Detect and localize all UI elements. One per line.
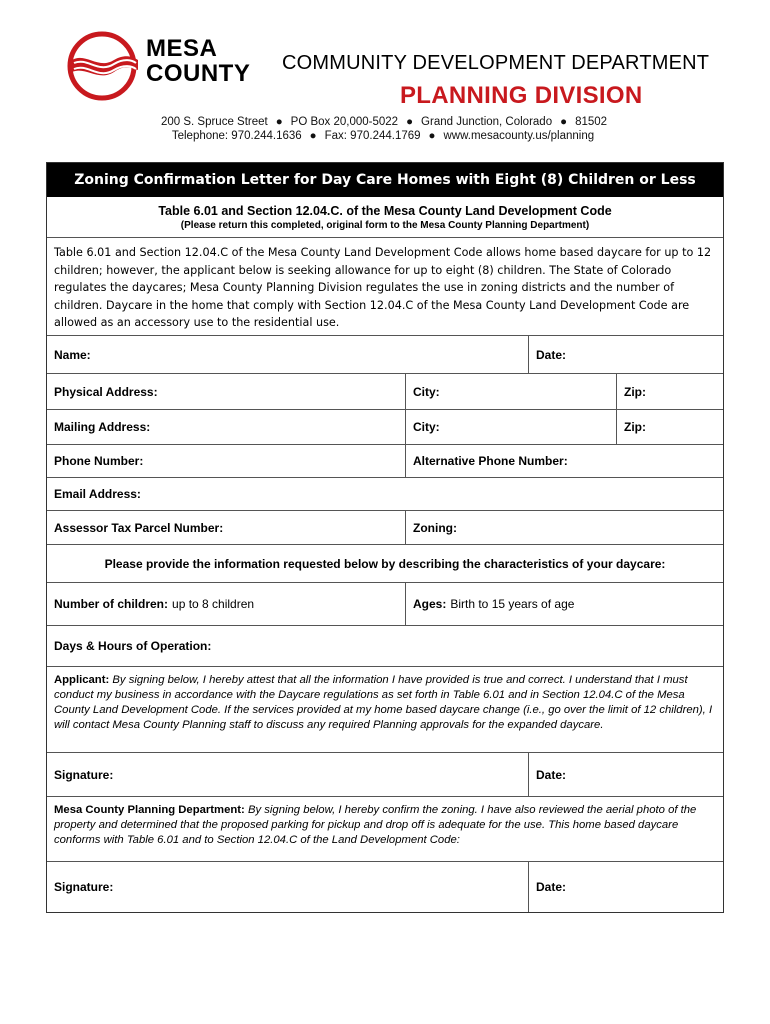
- bullet-icon: ●: [560, 116, 568, 128]
- physical-address-field[interactable]: [47, 374, 405, 409]
- planning-signature-row: [47, 861, 723, 912]
- signature-label: Signature:: [54, 880, 114, 894]
- logo-text: [146, 36, 250, 86]
- planning-text: By signing below, I hereby confirm the zoning. I have also reviewed the aerial photo of the property and determined that the proposed parking for pickup and drop off is adequate for the use. This home based daycare conforms with Table 6.01 and to Section 12.04.C of the Land Development Code:: [54, 804, 697, 846]
- zip-label: Zip:: [624, 384, 646, 399]
- name-label: Name:: [54, 347, 91, 362]
- date-field[interactable]: [528, 336, 723, 373]
- days-hours-field[interactable]: [47, 626, 723, 666]
- city-field[interactable]: [405, 374, 616, 409]
- po-box: PO Box 20,000-5022: [290, 116, 399, 128]
- fax: Fax: 970.244.1769: [324, 130, 421, 142]
- website-link[interactable]: www.mesacounty.us/planning: [443, 130, 595, 142]
- zip-label: Zip:: [624, 420, 646, 434]
- email-label: Email Address:: [54, 487, 141, 501]
- contact-line: [0, 130, 768, 142]
- address-line: [0, 116, 769, 128]
- parcel-row: [47, 510, 723, 544]
- planning-date-field[interactable]: [528, 862, 723, 912]
- children-field[interactable]: [47, 583, 405, 625]
- date-label: Date:: [536, 347, 567, 362]
- ages-label: Ages:: [413, 597, 447, 611]
- logo-line-2: COUNTY: [146, 60, 251, 87]
- email-field[interactable]: [47, 478, 723, 510]
- children-ages-row: [47, 582, 723, 625]
- zoning-label: Zoning:: [413, 520, 457, 535]
- characteristics-prompt: Please provide the information requested below by describing the characteristics of your daycare:: [104, 556, 666, 571]
- planning-label: Mesa County Planning Department:: [54, 804, 245, 816]
- alt-phone-label: Alternative Phone Number:: [413, 454, 568, 468]
- mailing-address-field[interactable]: [47, 410, 405, 444]
- children-label: Number of children:: [54, 597, 169, 611]
- physical-address-label: Physical Address:: [54, 384, 158, 399]
- city-label: City:: [413, 420, 440, 434]
- bullet-icon: ●: [406, 116, 414, 128]
- applicant-row: [47, 666, 723, 752]
- phone-row: [47, 444, 723, 477]
- ages-value: Birth to 15 years of age: [450, 597, 575, 611]
- days-hours-row: [47, 625, 723, 666]
- form-title: Zoning Confirmation Letter for Day Care Homes with Eight (8) Children or Less: [47, 163, 723, 197]
- phone-field[interactable]: [47, 445, 405, 477]
- children-value: up to 8 children: [172, 597, 255, 611]
- signature-label: Signature:: [54, 767, 114, 782]
- applicant-label: Applicant:: [54, 674, 110, 686]
- days-hours-label: Days & Hours of Operation:: [54, 639, 212, 653]
- mailing-address-label: Mailing Address:: [54, 420, 151, 434]
- zoning-form: [46, 162, 724, 913]
- department-title: COMMUNITY DEVELOPMENT DEPARTMENT: [282, 52, 710, 74]
- city-state: Grand Junction, Colorado: [421, 116, 553, 128]
- planning-statement: [47, 797, 723, 861]
- date-label: Date:: [536, 880, 567, 894]
- bullet-icon: ●: [428, 130, 436, 142]
- mesa-county-logo: [64, 30, 142, 102]
- bullet-icon: ●: [275, 116, 283, 128]
- email-row: [47, 477, 723, 510]
- name-row: [47, 335, 723, 373]
- alt-phone-field[interactable]: [405, 445, 723, 477]
- intro-row: [47, 237, 723, 335]
- mailing-city-field[interactable]: [405, 410, 616, 444]
- characteristics-row: [47, 544, 723, 582]
- ages-field[interactable]: [405, 583, 723, 625]
- return-note: (Please return this completed, original form to the Mesa County Planning Department): [180, 219, 590, 231]
- mailing-address-row: [47, 409, 723, 444]
- table-reference-text: Table 6.01 and Section 12.04.C. of the Mesa County Land Development Code: [158, 203, 612, 218]
- applicant-statement: [47, 667, 723, 752]
- bullet-icon: ●: [309, 130, 317, 142]
- zip-field[interactable]: [616, 374, 723, 409]
- telephone: Telephone: 970.244.1636: [171, 130, 302, 142]
- applicant-date-field[interactable]: [528, 753, 723, 796]
- division-title: PLANNING DIVISION: [400, 82, 643, 109]
- intro-paragraph: Table 6.01 and Section 12.04.C of the Mesa County Land Development Code allows home based daycare for up to 12 children; however, the applicant below is seeking allowance for up to eight (8) children. The State of Colorado regulates the daycares; Mesa County Planning Division regulates the use in zoning districts and the number of children. Daycare in the home that comply with Section 12.04.C of the Mesa County Land Development Code are allowed as an accessory use to the residential use.: [54, 246, 712, 329]
- applicant-signature-field[interactable]: [47, 753, 528, 796]
- parcel-label: Assessor Tax Parcel Number:: [54, 520, 224, 535]
- planning-signature-field[interactable]: [47, 862, 528, 912]
- zoning-field[interactable]: [405, 511, 723, 544]
- mailing-zip-field[interactable]: [616, 410, 723, 444]
- table-reference-row: [47, 197, 723, 237]
- planning-row: [47, 796, 723, 861]
- parcel-field[interactable]: [47, 511, 405, 544]
- zip-code: 81502: [575, 116, 608, 128]
- name-field[interactable]: [47, 336, 528, 373]
- street-address: 200 S. Spruce Street: [160, 116, 268, 128]
- applicant-text: By signing below, I hereby attest that all the information I have provided is true and correct. I understand that I must conduct my business in accordance with the Daycare regulations as set forth in Table 6.01 and in Section 12.04.C of the Mesa County Land Development Code. If the services provided at my home based daycare change (i.e., go over the limit of 12 children), I will contact Mesa County Planning staff to discuss any required Planning approvals for the expanded daycare.: [54, 674, 713, 731]
- phone-label: Phone Number:: [54, 454, 144, 468]
- logo-line-1: MESA: [146, 35, 218, 62]
- applicant-signature-row: [47, 752, 723, 796]
- date-label: Date:: [536, 767, 567, 782]
- city-label: City:: [413, 384, 440, 399]
- table-reference: [47, 197, 723, 237]
- physical-address-row: [47, 373, 723, 409]
